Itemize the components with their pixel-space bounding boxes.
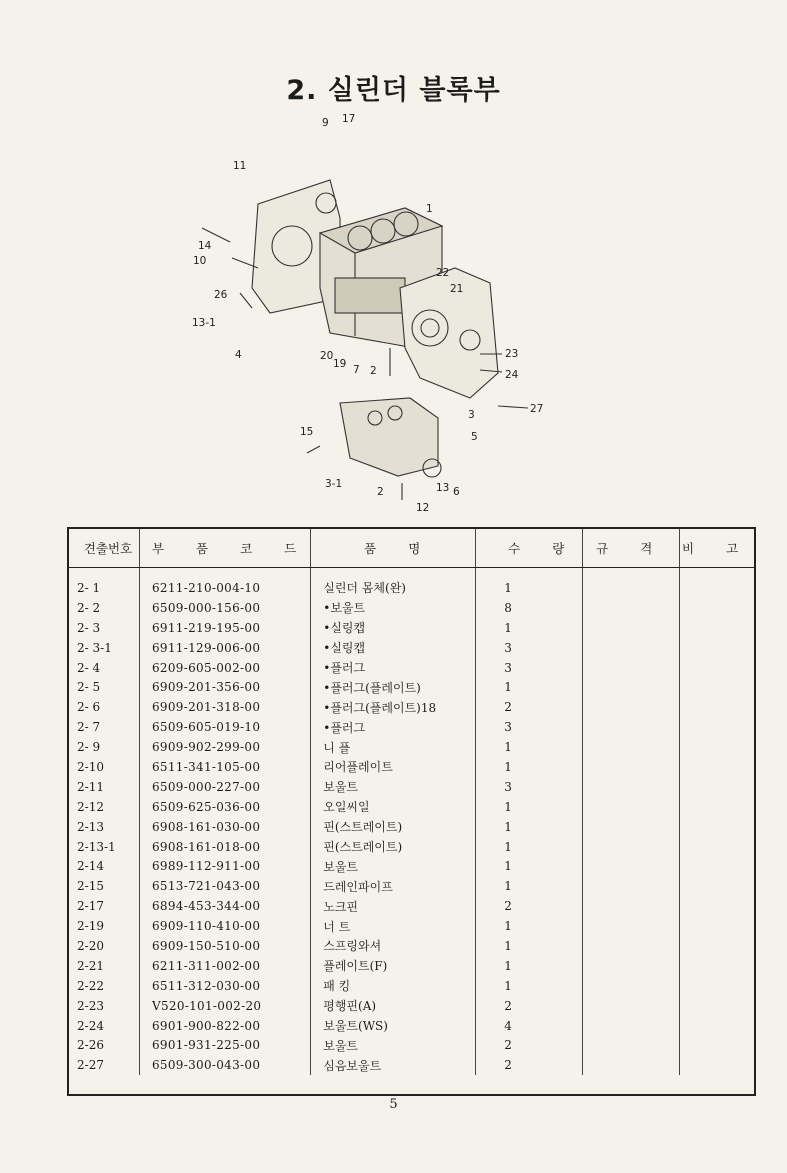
cell-name: 보울트 xyxy=(311,777,476,797)
callout-2-lower: 2 xyxy=(377,486,384,498)
cell-note xyxy=(680,996,754,1016)
cell-name: •플러그 xyxy=(311,658,476,678)
cell-qty: 3 xyxy=(476,658,583,678)
cell-name: 보울트 xyxy=(311,856,476,876)
callout-13: 13 xyxy=(436,482,450,494)
cell-code: 6209-605-002-00 xyxy=(140,658,311,678)
cell-spec xyxy=(583,916,680,936)
cell-note xyxy=(680,936,754,956)
callout-21: 21 xyxy=(450,283,464,295)
callout-6: 6 xyxy=(453,486,460,498)
exploded-parts-diagram xyxy=(180,108,580,518)
table-row xyxy=(69,936,754,956)
cell-note xyxy=(680,717,754,737)
cell-code: 6509-000-227-00 xyxy=(140,777,311,797)
cell-name: 실린더 몸체(완) xyxy=(311,568,476,598)
cell-code: 6909-902-299-00 xyxy=(140,737,311,757)
cell-no: 2- 9 xyxy=(69,737,140,757)
cell-spec xyxy=(583,837,680,857)
cell-qty: 2 xyxy=(476,996,583,1016)
table-row xyxy=(69,757,754,777)
callout-20: 20 xyxy=(320,350,334,362)
cell-code: 6511-312-030-00 xyxy=(140,976,311,996)
cell-no: 2- 2 xyxy=(69,598,140,618)
cell-name: 패 킹 xyxy=(311,976,476,996)
cell-spec xyxy=(583,1055,680,1075)
cell-no: 2-21 xyxy=(69,956,140,976)
cell-note xyxy=(680,697,754,717)
cell-code: 6901-931-225-00 xyxy=(140,1035,311,1055)
cell-name: 심음보울트 xyxy=(311,1055,476,1075)
table-row xyxy=(69,916,754,936)
cell-spec xyxy=(583,677,680,697)
cell-qty: 2 xyxy=(476,1055,583,1075)
cell-qty: 1 xyxy=(476,976,583,996)
table-row xyxy=(69,837,754,857)
page-number: 5 xyxy=(389,1097,398,1112)
cell-code: 6911-129-006-00 xyxy=(140,638,311,658)
cell-qty: 2 xyxy=(476,1035,583,1055)
callout-1: 1 xyxy=(426,203,433,215)
cell-qty: 1 xyxy=(476,797,583,817)
cell-note xyxy=(680,837,754,857)
table-row xyxy=(69,876,754,896)
callout-4: 4 xyxy=(235,349,242,361)
cell-name: 핀(스트레이트) xyxy=(311,817,476,837)
cell-no: 2-17 xyxy=(69,896,140,916)
cell-spec xyxy=(583,638,680,658)
cell-no: 2-27 xyxy=(69,1055,140,1075)
table-row xyxy=(69,976,754,996)
cell-no: 2-23 xyxy=(69,996,140,1016)
cell-name: 스프링와셔 xyxy=(311,936,476,956)
cell-no: 2-12 xyxy=(69,797,140,817)
cell-qty: 1 xyxy=(476,817,583,837)
callout-14: 14 xyxy=(198,240,212,252)
table-row xyxy=(69,956,754,976)
table-row xyxy=(69,677,754,697)
cell-code: 6511-341-105-00 xyxy=(140,757,311,777)
cell-qty: 3 xyxy=(476,638,583,658)
cell-name: •플러그(플레이트) xyxy=(311,677,476,697)
cell-code: 6513-721-043-00 xyxy=(140,876,311,896)
table-row xyxy=(69,1055,754,1075)
cell-code: 6989-112-911-00 xyxy=(140,856,311,876)
cell-name: 리어플레이트 xyxy=(311,757,476,777)
table-row xyxy=(69,817,754,837)
cell-no: 2-20 xyxy=(69,936,140,956)
table-row xyxy=(69,568,754,598)
cell-spec xyxy=(583,856,680,876)
cell-qty: 1 xyxy=(476,757,583,777)
cell-code: 6908-161-018-00 xyxy=(140,837,311,857)
cell-note xyxy=(680,757,754,777)
callout-15: 15 xyxy=(300,426,314,438)
cell-note xyxy=(680,737,754,757)
callout-10: 10 xyxy=(193,255,207,267)
cell-name: 평행핀(A) xyxy=(311,996,476,1016)
callout-27: 27 xyxy=(530,403,544,415)
cell-note xyxy=(680,1055,754,1075)
cell-note xyxy=(680,896,754,916)
callout-17: 17 xyxy=(342,113,356,125)
cell-note xyxy=(680,1016,754,1036)
cell-note xyxy=(680,598,754,618)
cell-spec xyxy=(583,697,680,717)
cell-name: 드레인파이프 xyxy=(311,876,476,896)
cell-note xyxy=(680,956,754,976)
cell-qty: 8 xyxy=(476,598,583,618)
callout-3: 3 xyxy=(468,409,475,421)
cell-qty: 3 xyxy=(476,717,583,737)
table-row xyxy=(69,797,754,817)
cell-spec xyxy=(583,618,680,638)
callout-2: 2 xyxy=(370,365,377,377)
table-row xyxy=(69,777,754,797)
cell-spec xyxy=(583,976,680,996)
cell-spec xyxy=(583,568,680,598)
table-row xyxy=(69,996,754,1016)
callout-13-1: 13-1 xyxy=(192,317,216,329)
cell-no: 2-14 xyxy=(69,856,140,876)
cell-spec xyxy=(583,996,680,1016)
cell-no: 2-10 xyxy=(69,757,140,777)
cell-spec xyxy=(583,797,680,817)
table-row xyxy=(69,737,754,757)
cell-qty: 1 xyxy=(476,737,583,757)
cell-code: 6908-161-030-00 xyxy=(140,817,311,837)
callout-26: 26 xyxy=(214,289,228,301)
parts-table xyxy=(67,527,756,1096)
cell-qty: 1 xyxy=(476,677,583,697)
header-qty: 수 량 xyxy=(476,529,583,568)
cell-name: 보울트 xyxy=(311,1035,476,1055)
cell-qty: 2 xyxy=(476,697,583,717)
cell-no: 2-19 xyxy=(69,916,140,936)
cell-note xyxy=(680,817,754,837)
callout-3-1: 3-1 xyxy=(325,478,343,490)
cell-note xyxy=(680,856,754,876)
cell-qty: 3 xyxy=(476,777,583,797)
cell-code: 6909-201-356-00 xyxy=(140,677,311,697)
cell-name: 보울트(WS) xyxy=(311,1016,476,1036)
cell-no: 2- 7 xyxy=(69,717,140,737)
cell-no: 2-22 xyxy=(69,976,140,996)
cell-no: 2-26 xyxy=(69,1035,140,1055)
cell-spec xyxy=(583,817,680,837)
callout-22: 22 xyxy=(436,267,450,279)
header-note: 비 고 xyxy=(680,529,754,568)
cell-note xyxy=(680,568,754,598)
cell-no: 2-15 xyxy=(69,876,140,896)
cell-code: 6909-110-410-00 xyxy=(140,916,311,936)
table-row xyxy=(69,896,754,916)
cell-spec xyxy=(583,777,680,797)
page-title: 2. 실린더 블록부 xyxy=(286,75,501,106)
cell-name: 플레이트(F) xyxy=(311,956,476,976)
table-row xyxy=(69,1035,754,1055)
cell-code: V520-101-002-20 xyxy=(140,996,311,1016)
callout-19: 19 xyxy=(333,358,347,370)
table-row xyxy=(69,717,754,737)
cell-no: 2- 3-1 xyxy=(69,638,140,658)
cell-name: 노크핀 xyxy=(311,896,476,916)
callout-23: 23 xyxy=(505,348,519,360)
table-header-row xyxy=(69,529,754,568)
cell-note xyxy=(680,618,754,638)
cell-qty: 1 xyxy=(476,876,583,896)
cell-note xyxy=(680,916,754,936)
cell-code: 6909-201-318-00 xyxy=(140,697,311,717)
table-row xyxy=(69,856,754,876)
cell-no: 2-13-1 xyxy=(69,837,140,857)
cell-note xyxy=(680,1035,754,1055)
table-row xyxy=(69,618,754,638)
cell-no: 2- 5 xyxy=(69,677,140,697)
cell-code: 6911-219-195-00 xyxy=(140,618,311,638)
cell-spec xyxy=(583,936,680,956)
callout-24: 24 xyxy=(505,369,519,381)
cell-spec xyxy=(583,896,680,916)
cell-spec xyxy=(583,598,680,618)
cell-qty: 1 xyxy=(476,837,583,857)
cell-no: 2- 6 xyxy=(69,697,140,717)
cell-code: 6509-300-043-00 xyxy=(140,1055,311,1075)
cell-qty: 1 xyxy=(476,916,583,936)
header-spec: 규 격 xyxy=(583,529,680,568)
table-row xyxy=(69,1016,754,1036)
callout-5: 5 xyxy=(471,431,478,443)
cell-code: 6211-311-002-00 xyxy=(140,956,311,976)
cell-code: 6509-000-156-00 xyxy=(140,598,311,618)
header-no: 견출번호 xyxy=(69,529,140,568)
cell-spec xyxy=(583,737,680,757)
cell-spec xyxy=(583,658,680,678)
cell-code: 6901-900-822-00 xyxy=(140,1016,311,1036)
cell-name: •실링캡 xyxy=(311,638,476,658)
cell-no: 2- 1 xyxy=(69,568,140,598)
cell-qty: 1 xyxy=(476,936,583,956)
cell-no: 2-11 xyxy=(69,777,140,797)
cell-note xyxy=(680,797,754,817)
cell-name: 너 트 xyxy=(311,916,476,936)
cell-spec xyxy=(583,1016,680,1036)
table-row xyxy=(69,697,754,717)
cell-no: 2- 3 xyxy=(69,618,140,638)
table-row xyxy=(69,658,754,678)
callout-12: 12 xyxy=(416,502,430,514)
cell-note xyxy=(680,677,754,697)
cell-qty: 4 xyxy=(476,1016,583,1036)
cell-spec xyxy=(583,956,680,976)
cell-name: 니 플 xyxy=(311,737,476,757)
cell-spec xyxy=(583,757,680,777)
cell-spec xyxy=(583,1035,680,1055)
table-row xyxy=(69,638,754,658)
cell-spec xyxy=(583,876,680,896)
table-row xyxy=(69,598,754,618)
cell-no: 2- 4 xyxy=(69,658,140,678)
cell-name: •플러그 xyxy=(311,717,476,737)
cell-no: 2-24 xyxy=(69,1016,140,1036)
cell-note xyxy=(680,876,754,896)
cell-code: 6509-625-036-00 xyxy=(140,797,311,817)
cell-code: 6211-210-004-10 xyxy=(140,568,311,598)
callout-11: 11 xyxy=(233,160,247,172)
callout-9: 9 xyxy=(322,117,329,129)
cell-qty: 1 xyxy=(476,856,583,876)
header-code: 부 품 코 드 xyxy=(140,529,311,568)
cell-note xyxy=(680,638,754,658)
cell-code: 6509-605-019-10 xyxy=(140,717,311,737)
cell-name: •보울트 xyxy=(311,598,476,618)
header-name: 품 명 xyxy=(311,529,476,568)
cell-note xyxy=(680,976,754,996)
cell-name: 오일씨일 xyxy=(311,797,476,817)
cell-qty: 1 xyxy=(476,568,583,598)
callout-7: 7 xyxy=(353,364,360,376)
cell-no: 2-13 xyxy=(69,817,140,837)
cell-qty: 2 xyxy=(476,896,583,916)
cell-code: 6894-453-344-00 xyxy=(140,896,311,916)
cell-qty: 1 xyxy=(476,618,583,638)
cell-spec xyxy=(583,717,680,737)
cell-qty: 1 xyxy=(476,956,583,976)
cell-name: •실링캡 xyxy=(311,618,476,638)
cell-note xyxy=(680,777,754,797)
cell-code: 6909-150-510-00 xyxy=(140,936,311,956)
cell-note xyxy=(680,658,754,678)
cell-name: •플러그(플레이트)18 xyxy=(311,697,476,717)
cell-name: 핀(스트레이트) xyxy=(311,837,476,857)
